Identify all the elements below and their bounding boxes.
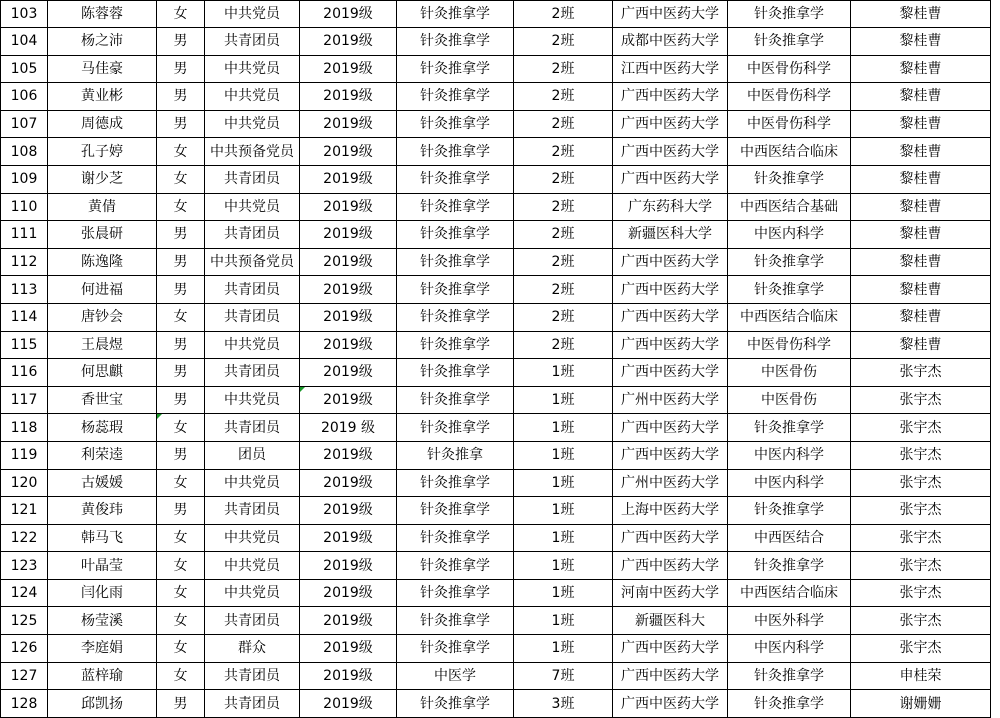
student-name-cell[interactable]: 邱凯扬 xyxy=(48,690,157,718)
political-status-cell[interactable]: 共青团员 xyxy=(205,662,300,690)
row-number-cell[interactable]: 103 xyxy=(1,1,48,28)
gender-cell[interactable]: 男 xyxy=(157,55,205,83)
row-number-cell[interactable]: 104 xyxy=(1,28,48,56)
student-name-cell[interactable]: 王晨煜 xyxy=(48,331,157,359)
grade-cell[interactable]: 2019级 xyxy=(300,193,397,221)
student-name-cell[interactable]: 陈逸隆 xyxy=(48,248,157,276)
advisor-cell[interactable]: 张宇杰 xyxy=(851,386,991,414)
political-status-cell[interactable]: 团员 xyxy=(205,441,300,469)
advisor-cell[interactable]: 张宇杰 xyxy=(851,635,991,663)
grade-cell[interactable]: 2019级 xyxy=(300,579,397,607)
advisor-cell[interactable]: 黎桂曹 xyxy=(851,110,991,138)
admitted-university-cell[interactable]: 上海中医药大学 xyxy=(613,497,728,525)
political-status-cell[interactable]: 共青团员 xyxy=(205,414,300,442)
row-number-cell[interactable]: 121 xyxy=(1,497,48,525)
admitted-university-cell[interactable]: 江西中医药大学 xyxy=(613,55,728,83)
student-name-cell[interactable]: 黄倩 xyxy=(48,193,157,221)
table-row xyxy=(1,138,991,166)
student-name-cell[interactable]: 杨蕊瑕 xyxy=(48,414,157,442)
political-status-cell[interactable]: 共青团员 xyxy=(205,276,300,304)
major-cell[interactable]: 针灸推拿学 xyxy=(397,55,514,83)
admitted-university-cell[interactable]: 新疆医科大学 xyxy=(613,221,728,249)
student-name-cell[interactable]: 韩马飞 xyxy=(48,524,157,552)
major-cell[interactable]: 针灸推拿学 xyxy=(397,83,514,111)
row-number-cell[interactable]: 107 xyxy=(1,110,48,138)
major-cell[interactable]: 针灸推拿学 xyxy=(397,331,514,359)
gender-cell[interactable]: 女 xyxy=(157,635,205,663)
row-number-cell[interactable]: 116 xyxy=(1,359,48,387)
student-name-cell[interactable]: 唐钞会 xyxy=(48,303,157,331)
gender-cell[interactable]: 男 xyxy=(157,497,205,525)
row-number-cell[interactable]: 118 xyxy=(1,414,48,442)
admitted-major-cell[interactable]: 中医骨伤科学 xyxy=(728,110,851,138)
row-number-cell[interactable]: 124 xyxy=(1,579,48,607)
gender-cell[interactable]: 女 xyxy=(157,165,205,193)
admitted-major-cell[interactable]: 针灸推拿学 xyxy=(728,662,851,690)
row-number-cell[interactable]: 108 xyxy=(1,138,48,166)
admitted-major-cell[interactable]: 中医内科学 xyxy=(728,469,851,497)
class-cell[interactable]: 2班 xyxy=(514,28,613,56)
student-name-cell[interactable]: 何进福 xyxy=(48,276,157,304)
political-status-cell[interactable]: 共青团员 xyxy=(205,28,300,56)
gender-cell[interactable]: 男 xyxy=(157,690,205,718)
row-number-cell[interactable]: 123 xyxy=(1,552,48,580)
political-status-cell[interactable]: 中共预备党员 xyxy=(205,248,300,276)
political-status-cell[interactable]: 中共党员 xyxy=(205,524,300,552)
gender-cell[interactable]: 男 xyxy=(157,28,205,56)
student-name-cell[interactable]: 蓝梓瑜 xyxy=(48,662,157,690)
gender-cell[interactable]: 男 xyxy=(157,441,205,469)
political-status-cell[interactable]: 中共党员 xyxy=(205,469,300,497)
advisor-cell[interactable]: 张宇杰 xyxy=(851,579,991,607)
student-name-cell[interactable]: 闫化雨 xyxy=(48,579,157,607)
admitted-major-cell[interactable]: 针灸推拿学 xyxy=(728,414,851,442)
grade-cell[interactable]: 2019级 xyxy=(300,248,397,276)
admitted-university-cell[interactable]: 广西中医药大学 xyxy=(613,1,728,28)
student-name-cell[interactable]: 张晨研 xyxy=(48,221,157,249)
admitted-major-cell[interactable]: 针灸推拿学 xyxy=(728,497,851,525)
admitted-major-cell[interactable]: 中医骨伤 xyxy=(728,386,851,414)
political-status-cell[interactable]: 中共党员 xyxy=(205,110,300,138)
class-cell[interactable]: 2班 xyxy=(514,83,613,111)
admitted-major-cell[interactable]: 针灸推拿学 xyxy=(728,248,851,276)
student-name-cell[interactable]: 何思麒 xyxy=(48,359,157,387)
class-cell[interactable]: 2班 xyxy=(514,248,613,276)
major-cell[interactable]: 针灸推拿学 xyxy=(397,303,514,331)
political-status-cell[interactable]: 共青团员 xyxy=(205,497,300,525)
grade-cell[interactable]: 2019级 xyxy=(300,552,397,580)
admitted-major-cell[interactable]: 针灸推拿学 xyxy=(728,165,851,193)
major-cell[interactable]: 针灸推拿学 xyxy=(397,635,514,663)
admitted-university-cell[interactable]: 广西中医药大学 xyxy=(613,552,728,580)
table-row xyxy=(1,303,991,331)
admitted-major-cell[interactable]: 中医内科学 xyxy=(728,635,851,663)
admitted-university-cell[interactable]: 广西中医药大学 xyxy=(613,635,728,663)
admitted-university-cell[interactable]: 成都中医药大学 xyxy=(613,28,728,56)
major-cell[interactable]: 针灸推拿学 xyxy=(397,193,514,221)
political-status-cell[interactable]: 共青团员 xyxy=(205,607,300,635)
gender-cell[interactable]: 女 xyxy=(157,524,205,552)
table-row xyxy=(1,607,991,635)
advisor-cell[interactable]: 申桂荣 xyxy=(851,662,991,690)
admitted-university-cell[interactable]: 广州中医药大学 xyxy=(613,469,728,497)
gender-cell[interactable]: 女 xyxy=(157,414,205,442)
row-number-cell[interactable]: 128 xyxy=(1,690,48,718)
advisor-cell[interactable]: 黎桂曹 xyxy=(851,193,991,221)
class-cell[interactable]: 2班 xyxy=(514,165,613,193)
admitted-major-cell[interactable]: 中医内科学 xyxy=(728,441,851,469)
admitted-major-cell[interactable]: 针灸推拿学 xyxy=(728,1,851,28)
table-row xyxy=(1,221,991,249)
admitted-major-cell[interactable]: 中西医结合 xyxy=(728,524,851,552)
admitted-university-cell[interactable]: 广西中医药大学 xyxy=(613,303,728,331)
gender-cell[interactable]: 男 xyxy=(157,83,205,111)
advisor-cell[interactable]: 黎桂曹 xyxy=(851,1,991,28)
row-number-cell[interactable]: 113 xyxy=(1,276,48,304)
class-cell[interactable]: 1班 xyxy=(514,552,613,580)
row-number-cell[interactable]: 122 xyxy=(1,524,48,552)
gender-cell[interactable]: 女 xyxy=(157,579,205,607)
class-cell[interactable]: 1班 xyxy=(514,497,613,525)
major-cell[interactable]: 针灸推拿学 xyxy=(397,690,514,718)
row-number-cell[interactable]: 112 xyxy=(1,248,48,276)
admitted-university-cell[interactable]: 广州中医药大学 xyxy=(613,386,728,414)
class-cell[interactable]: 7班 xyxy=(514,662,613,690)
admitted-major-cell[interactable]: 针灸推拿学 xyxy=(728,552,851,580)
admitted-university-cell[interactable]: 广西中医药大学 xyxy=(613,110,728,138)
admitted-university-cell[interactable]: 广西中医药大学 xyxy=(613,331,728,359)
row-number-cell[interactable]: 115 xyxy=(1,331,48,359)
major-cell[interactable]: 针灸推拿学 xyxy=(397,110,514,138)
student-name-cell[interactable]: 杨之沛 xyxy=(48,28,157,56)
admitted-university-cell[interactable]: 广西中医药大学 xyxy=(613,441,728,469)
gender-cell[interactable]: 女 xyxy=(157,662,205,690)
table-row xyxy=(1,524,991,552)
political-status-cell[interactable]: 共青团员 xyxy=(205,690,300,718)
admitted-university-cell[interactable]: 广西中医药大学 xyxy=(613,276,728,304)
student-name-cell[interactable]: 黄俊玮 xyxy=(48,497,157,525)
major-cell[interactable]: 针灸推拿学 xyxy=(397,248,514,276)
major-cell[interactable]: 中医学 xyxy=(397,662,514,690)
class-cell[interactable]: 1班 xyxy=(514,359,613,387)
grade-cell[interactable]: 2019级 xyxy=(300,359,397,387)
student-name-cell[interactable]: 黄业彬 xyxy=(48,83,157,111)
table-row xyxy=(1,690,991,718)
admitted-major-cell[interactable]: 中西医结合基础 xyxy=(728,193,851,221)
table-row xyxy=(1,441,991,469)
political-status-cell[interactable]: 群众 xyxy=(205,635,300,663)
table-row xyxy=(1,110,991,138)
advisor-cell[interactable]: 黎桂曹 xyxy=(851,331,991,359)
political-status-cell[interactable]: 中共党员 xyxy=(205,331,300,359)
student-name-cell[interactable]: 李庭娟 xyxy=(48,635,157,663)
student-name-cell[interactable]: 杨莹溪 xyxy=(48,607,157,635)
political-status-cell[interactable]: 中共党员 xyxy=(205,55,300,83)
major-cell[interactable]: 针灸推拿学 xyxy=(397,138,514,166)
class-cell[interactable]: 2班 xyxy=(514,221,613,249)
advisor-cell[interactable]: 黎桂曹 xyxy=(851,83,991,111)
row-number-cell[interactable]: 111 xyxy=(1,221,48,249)
admitted-major-cell[interactable]: 中西医结合临床 xyxy=(728,303,851,331)
grade-cell[interactable]: 2019级 xyxy=(300,331,397,359)
gender-cell[interactable]: 男 xyxy=(157,248,205,276)
advisor-cell[interactable]: 张宇杰 xyxy=(851,607,991,635)
class-cell[interactable]: 2班 xyxy=(514,331,613,359)
political-status-cell[interactable]: 共青团员 xyxy=(205,165,300,193)
major-cell[interactable]: 针灸推拿学 xyxy=(397,276,514,304)
student-name-cell[interactable]: 陈蓉蓉 xyxy=(48,1,157,28)
admitted-university-cell[interactable]: 广西中医药大学 xyxy=(613,165,728,193)
major-cell[interactable]: 针灸推拿学 xyxy=(397,386,514,414)
grade-cell[interactable]: 2019级 xyxy=(300,1,397,28)
admitted-university-cell[interactable]: 广西中医药大学 xyxy=(613,359,728,387)
advisor-cell[interactable]: 张宇杰 xyxy=(851,414,991,442)
table-row xyxy=(1,497,991,525)
table-row xyxy=(1,193,991,221)
gender-cell[interactable]: 女 xyxy=(157,552,205,580)
major-cell[interactable]: 针灸推拿学 xyxy=(397,469,514,497)
row-number-cell[interactable]: 126 xyxy=(1,635,48,663)
table-row xyxy=(1,662,991,690)
table-row xyxy=(1,331,991,359)
grade-cell[interactable]: 2019级 xyxy=(300,662,397,690)
advisor-cell[interactable]: 黎桂曹 xyxy=(851,303,991,331)
admitted-university-cell[interactable]: 广东药科大学 xyxy=(613,193,728,221)
table-row xyxy=(1,248,991,276)
grade-cell[interactable]: 2019级 xyxy=(300,469,397,497)
advisor-cell[interactable]: 黎桂曹 xyxy=(851,28,991,56)
gender-cell[interactable]: 女 xyxy=(157,303,205,331)
class-cell[interactable]: 1班 xyxy=(514,414,613,442)
student-name-cell[interactable]: 利荣逵 xyxy=(48,441,157,469)
table-row xyxy=(1,1,991,28)
major-cell[interactable]: 针灸推拿学 xyxy=(397,28,514,56)
political-status-cell[interactable]: 中共党员 xyxy=(205,386,300,414)
table-row xyxy=(1,635,991,663)
admitted-university-cell[interactable]: 广西中医药大学 xyxy=(613,524,728,552)
table-row xyxy=(1,165,991,193)
grade-cell[interactable]: 2019级 xyxy=(300,441,397,469)
grade-cell[interactable]: 2019级 xyxy=(300,276,397,304)
row-number-cell[interactable]: 127 xyxy=(1,662,48,690)
political-status-cell[interactable]: 中共党员 xyxy=(205,552,300,580)
class-cell[interactable]: 1班 xyxy=(514,441,613,469)
grade-cell[interactable]: 2019级 xyxy=(300,607,397,635)
admitted-major-cell[interactable]: 针灸推拿学 xyxy=(728,690,851,718)
advisor-cell[interactable]: 谢姗姗 xyxy=(851,690,991,718)
grade-cell[interactable]: 2019级 xyxy=(300,690,397,718)
political-status-cell[interactable]: 共青团员 xyxy=(205,303,300,331)
student-name-cell[interactable]: 叶晶莹 xyxy=(48,552,157,580)
student-name-cell[interactable]: 周德成 xyxy=(48,110,157,138)
grade-cell[interactable]: 2019级 xyxy=(300,524,397,552)
admitted-major-cell[interactable]: 中医外科学 xyxy=(728,607,851,635)
row-number-cell[interactable]: 119 xyxy=(1,441,48,469)
row-number-cell[interactable]: 114 xyxy=(1,303,48,331)
row-number-cell[interactable]: 125 xyxy=(1,607,48,635)
table-row xyxy=(1,359,991,387)
advisor-cell[interactable]: 张宇杰 xyxy=(851,497,991,525)
gender-cell[interactable]: 男 xyxy=(157,386,205,414)
gender-cell[interactable]: 男 xyxy=(157,331,205,359)
row-number-cell[interactable]: 120 xyxy=(1,469,48,497)
admitted-major-cell[interactable]: 针灸推拿学 xyxy=(728,276,851,304)
class-cell[interactable]: 2班 xyxy=(514,110,613,138)
grade-cell[interactable]: 2019级 xyxy=(300,55,397,83)
political-status-cell[interactable]: 中共预备党员 xyxy=(205,138,300,166)
advisor-cell[interactable]: 黎桂曹 xyxy=(851,248,991,276)
advisor-cell[interactable]: 黎桂曹 xyxy=(851,276,991,304)
advisor-cell[interactable]: 黎桂曹 xyxy=(851,138,991,166)
class-cell[interactable]: 1班 xyxy=(514,469,613,497)
admitted-university-cell[interactable]: 广西中医药大学 xyxy=(613,414,728,442)
major-cell[interactable]: 针灸推拿学 xyxy=(397,524,514,552)
grade-cell[interactable]: 2019级 xyxy=(300,138,397,166)
student-name-cell[interactable]: 香世宝 xyxy=(48,386,157,414)
major-cell[interactable]: 针灸推拿学 xyxy=(397,1,514,28)
class-cell[interactable]: 1班 xyxy=(514,524,613,552)
admitted-university-cell[interactable]: 广西中医药大学 xyxy=(613,138,728,166)
advisor-cell[interactable]: 张宇杰 xyxy=(851,359,991,387)
gender-cell[interactable]: 女 xyxy=(157,1,205,28)
grade-cell[interactable]: 2019级 xyxy=(300,303,397,331)
admitted-major-cell[interactable]: 中医内科学 xyxy=(728,221,851,249)
row-number-cell[interactable]: 109 xyxy=(1,165,48,193)
political-status-cell[interactable]: 中共党员 xyxy=(205,193,300,221)
table-row xyxy=(1,276,991,304)
table-row xyxy=(1,579,991,607)
grade-cell[interactable]: 2019级 xyxy=(300,110,397,138)
table-row xyxy=(1,469,991,497)
admitted-university-cell[interactable]: 广西中医药大学 xyxy=(613,83,728,111)
major-cell[interactable]: 针灸推拿 xyxy=(397,441,514,469)
row-number-cell[interactable]: 106 xyxy=(1,83,48,111)
gender-cell[interactable]: 女 xyxy=(157,193,205,221)
advisor-cell[interactable]: 黎桂曹 xyxy=(851,165,991,193)
advisor-cell[interactable]: 黎桂曹 xyxy=(851,55,991,83)
grade-cell[interactable]: 2019级 xyxy=(300,635,397,663)
political-status-cell[interactable]: 共青团员 xyxy=(205,359,300,387)
major-cell[interactable]: 针灸推拿学 xyxy=(397,414,514,442)
student-name-cell[interactable]: 谢少芝 xyxy=(48,165,157,193)
admitted-university-cell[interactable]: 广西中医药大学 xyxy=(613,690,728,718)
advisor-cell[interactable]: 张宇杰 xyxy=(851,524,991,552)
table-row xyxy=(1,28,991,56)
major-cell[interactable]: 针灸推拿学 xyxy=(397,165,514,193)
grade-cell[interactable]: 2019 级 xyxy=(300,414,397,442)
row-number-cell[interactable]: 105 xyxy=(1,55,48,83)
gender-cell[interactable]: 男 xyxy=(157,110,205,138)
admitted-major-cell[interactable]: 针灸推拿学 xyxy=(728,28,851,56)
class-cell[interactable]: 2班 xyxy=(514,303,613,331)
class-cell[interactable]: 2班 xyxy=(514,55,613,83)
class-cell[interactable]: 3班 xyxy=(514,690,613,718)
major-cell[interactable]: 针灸推拿学 xyxy=(397,497,514,525)
admitted-university-cell[interactable]: 广西中医药大学 xyxy=(613,662,728,690)
table-row xyxy=(1,414,991,442)
grade-cell[interactable]: 2019级 xyxy=(300,221,397,249)
table-row xyxy=(1,386,991,414)
admitted-major-cell[interactable]: 中医骨伤 xyxy=(728,359,851,387)
admitted-major-cell[interactable]: 中西医结合临床 xyxy=(728,579,851,607)
political-status-cell[interactable]: 中共党员 xyxy=(205,579,300,607)
row-number-cell[interactable]: 117 xyxy=(1,386,48,414)
admitted-university-cell[interactable]: 新疆医科大 xyxy=(613,607,728,635)
advisor-cell[interactable]: 张宇杰 xyxy=(851,469,991,497)
class-cell[interactable]: 2班 xyxy=(514,276,613,304)
admitted-major-cell[interactable]: 中医骨伤科学 xyxy=(728,83,851,111)
gender-cell[interactable]: 女 xyxy=(157,138,205,166)
class-cell[interactable]: 1班 xyxy=(514,386,613,414)
grade-cell[interactable]: 2019级 xyxy=(300,83,397,111)
admitted-university-cell[interactable]: 广西中医药大学 xyxy=(613,248,728,276)
admitted-major-cell[interactable]: 中医骨伤科学 xyxy=(728,331,851,359)
major-cell[interactable]: 针灸推拿学 xyxy=(397,579,514,607)
grade-cell[interactable]: 2019级 xyxy=(300,497,397,525)
table-row xyxy=(1,83,991,111)
major-cell[interactable]: 针灸推拿学 xyxy=(397,552,514,580)
student-name-cell[interactable]: 古媛媛 xyxy=(48,469,157,497)
class-cell[interactable]: 2班 xyxy=(514,1,613,28)
class-cell[interactable]: 2班 xyxy=(514,193,613,221)
political-status-cell[interactable]: 中共党员 xyxy=(205,1,300,28)
advisor-cell[interactable]: 张宇杰 xyxy=(851,441,991,469)
gender-cell[interactable]: 女 xyxy=(157,469,205,497)
admitted-major-cell[interactable]: 中医骨伤科学 xyxy=(728,55,851,83)
grade-cell[interactable]: 2019级 xyxy=(300,386,397,414)
gender-cell[interactable]: 女 xyxy=(157,607,205,635)
grade-cell[interactable]: 2019级 xyxy=(300,28,397,56)
gender-cell[interactable]: 男 xyxy=(157,359,205,387)
admitted-university-cell[interactable]: 河南中医药大学 xyxy=(613,579,728,607)
political-status-cell[interactable]: 共青团员 xyxy=(205,221,300,249)
political-status-cell[interactable]: 中共党员 xyxy=(205,83,300,111)
class-cell[interactable]: 1班 xyxy=(514,607,613,635)
major-cell[interactable]: 针灸推拿学 xyxy=(397,359,514,387)
grade-cell[interactable]: 2019级 xyxy=(300,165,397,193)
advisor-cell[interactable]: 黎桂曹 xyxy=(851,221,991,249)
major-cell[interactable]: 针灸推拿学 xyxy=(397,221,514,249)
major-cell[interactable]: 针灸推拿学 xyxy=(397,607,514,635)
table-row xyxy=(1,552,991,580)
class-cell[interactable]: 1班 xyxy=(514,579,613,607)
student-name-cell[interactable]: 马佳豪 xyxy=(48,55,157,83)
student-name-cell[interactable]: 孔子婷 xyxy=(48,138,157,166)
table-row xyxy=(1,55,991,83)
gender-cell[interactable]: 男 xyxy=(157,276,205,304)
class-cell[interactable]: 1班 xyxy=(514,635,613,663)
row-number-cell[interactable]: 110 xyxy=(1,193,48,221)
table-body xyxy=(1,1,991,718)
class-cell[interactable]: 2班 xyxy=(514,138,613,166)
gender-cell[interactable]: 男 xyxy=(157,221,205,249)
advisor-cell[interactable]: 张宇杰 xyxy=(851,552,991,580)
admitted-major-cell[interactable]: 中西医结合临床 xyxy=(728,138,851,166)
